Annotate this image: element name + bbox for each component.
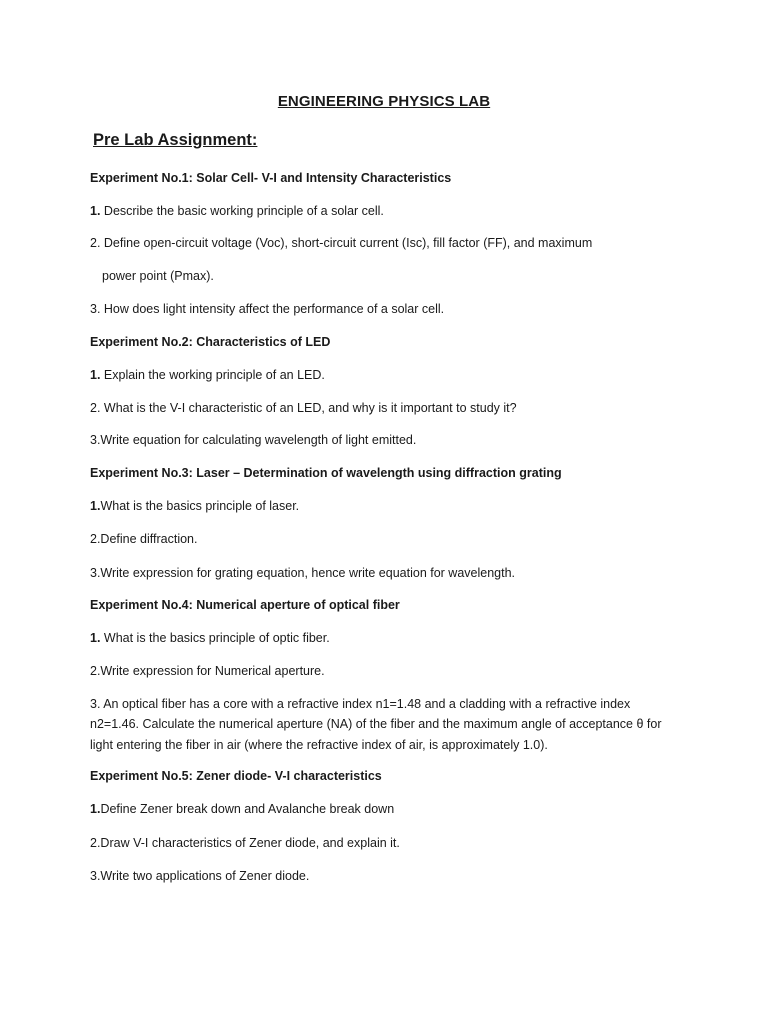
experiment-2-heading: Experiment No.2: Characteristics of LED bbox=[90, 335, 331, 349]
experiment-1-question-2-continued: power point (Pmax). bbox=[102, 269, 214, 283]
question-text: What is the basics principle of optic fiber. bbox=[100, 631, 330, 645]
page-title: ENGINEERING PHYSICS LAB bbox=[277, 93, 491, 110]
experiment-5-question-3: 3.Write two applications of Zener diode. bbox=[90, 869, 310, 883]
experiment-3-question-2: 2.Define diffraction. bbox=[90, 532, 198, 546]
experiment-3-question-1 bbox=[90, 498, 299, 515]
experiment-1-heading: Experiment No.1: Solar Cell- V-I and Intensity Characteristics bbox=[90, 171, 452, 185]
experiment-2-question-2: 2. What is the V-I characteristic of an LED, and why is it important to study it? bbox=[90, 401, 517, 415]
experiment-1-question-3: 3. How does light intensity affect the performance of a solar cell. bbox=[90, 302, 445, 316]
question-text: Explain the working principle of an LED. bbox=[100, 368, 325, 382]
experiment-3-heading: Experiment No.3: Laser – Determination of wavelength using diffraction grating bbox=[90, 466, 562, 480]
question-text: Define Zener break down and Avalanche break down bbox=[100, 802, 395, 816]
experiment-3-question-3: 3.Write expression for grating equation, hence write equation for wavelength. bbox=[90, 566, 516, 580]
experiment-1-question-1 bbox=[90, 203, 384, 220]
question-number: 1. bbox=[90, 204, 101, 218]
experiment-5-heading: Experiment No.5: Zener diode- V-I characteristics bbox=[90, 769, 382, 783]
experiment-4-question-3-line-2: n2=1.46. Calculate the numerical aperture (NA) of the fiber and the maximum angle of acceptance θ for bbox=[90, 717, 662, 731]
experiment-2-question-3: 3.Write equation for calculating wavelength of light emitted. bbox=[90, 433, 417, 447]
experiment-5-question-2: 2.Draw V-I characteristics of Zener diode, and explain it. bbox=[90, 836, 400, 850]
question-text: Describe the basic working principle of a solar cell. bbox=[100, 204, 384, 218]
question-number: 1. bbox=[90, 631, 101, 645]
experiment-4-question-2: 2.Write expression for Numerical aperture. bbox=[90, 664, 325, 678]
experiment-2-question-1 bbox=[90, 367, 325, 384]
experiment-1-question-2: 2. Define open-circuit voltage (Voc), short-circuit current (Isc), fill factor (FF), and maximum bbox=[90, 236, 593, 250]
experiment-4-question-3: 3. An optical fiber has a core with a refractive index n1=1.48 and a cladding with a refractive index bbox=[90, 697, 631, 711]
question-text: What is the basics principle of laser. bbox=[100, 499, 300, 513]
question-number: 1. bbox=[90, 499, 101, 513]
experiment-5-question-1 bbox=[90, 801, 394, 818]
question-number: 1. bbox=[90, 802, 101, 816]
experiment-4-question-3-line-3: light entering the fiber in air (where the refractive index of air, is approximately 1.0). bbox=[90, 738, 548, 752]
question-number: 1. bbox=[90, 368, 101, 382]
section-subtitle: Pre Lab Assignment: bbox=[93, 131, 258, 149]
experiment-4-heading: Experiment No.4: Numerical aperture of optical fiber bbox=[90, 598, 400, 612]
experiment-4-question-1 bbox=[90, 630, 330, 647]
